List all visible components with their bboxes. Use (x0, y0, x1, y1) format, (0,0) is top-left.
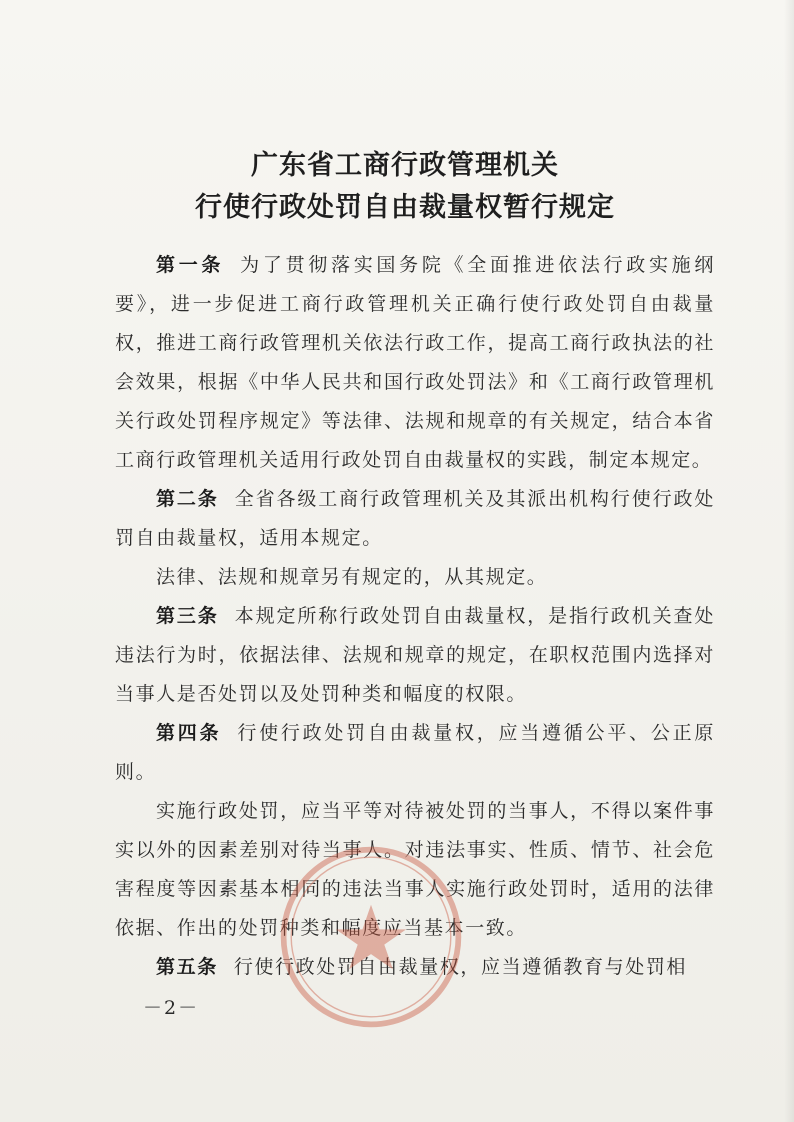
article-2-clause (115, 558, 715, 597)
article-label: 第二条 (156, 488, 219, 510)
article-text: 行使行政处罚自由裁量权，应当遵循公平、公正原则。 (115, 722, 715, 783)
article-label: 第一条 (156, 254, 225, 276)
document-title-line2: 行使行政处罚自由裁量权暂行规定 (195, 192, 615, 223)
article-text: 全省各级工商行政管理机关及其派出机构行使行政处罚自由裁量权，适用本规定。 (115, 488, 715, 549)
article-label: 第五条 (156, 956, 218, 978)
article-text: 法律、法规和规章另有规定的，从其规定。 (156, 566, 548, 588)
article-text: 行使行政处罚自由裁量权，应当遵循教育与处罚相 (233, 956, 688, 978)
article-label: 第三条 (156, 605, 219, 627)
official-seal-icon (276, 842, 466, 1032)
article-4 (115, 714, 715, 792)
article-1 (115, 246, 715, 480)
page-number: －2－ (143, 997, 200, 1019)
article-2 (115, 480, 715, 558)
article-text: 为了贯彻落实国务院《全面推进依法行政实施纲要》，进一步促进工商行政管理机关正确行使行政处罚自由裁量权，推进工商行政管理机关依法行政工作，提高工商行政执法的社会效果，根据《中华人民共和国行政处罚法》和《工商行政管理机关行政处罚程序规定》等法律、法规和规章的有关规定，结合本省工商行政管理机关适用行政处罚自由裁量权的实践，制定本规定。 (115, 254, 715, 471)
article-text: 本规定所称行政处罚自由裁量权，是指行政机关查处违法行为时，依据法律、法规和规章的规定，在职权范围内选择对当事人是否处罚以及处罚种类和幅度的权限。 (115, 605, 715, 705)
article-label: 第四条 (156, 722, 222, 744)
document-title-line1: 广东省工商行政管理机关 (251, 150, 559, 181)
article-3 (115, 597, 715, 714)
article-text: 实施行政处罚，应当平等对待被处罚的当事人，不得以案件事实以外的因素差别对待当事人。对违法事实、性质、情节、社会危害程度等因素基本相同的违法当事人实施行政处罚时，适用的法律依据、作出的处罚种类和幅度应当基本一致。 (115, 800, 715, 939)
